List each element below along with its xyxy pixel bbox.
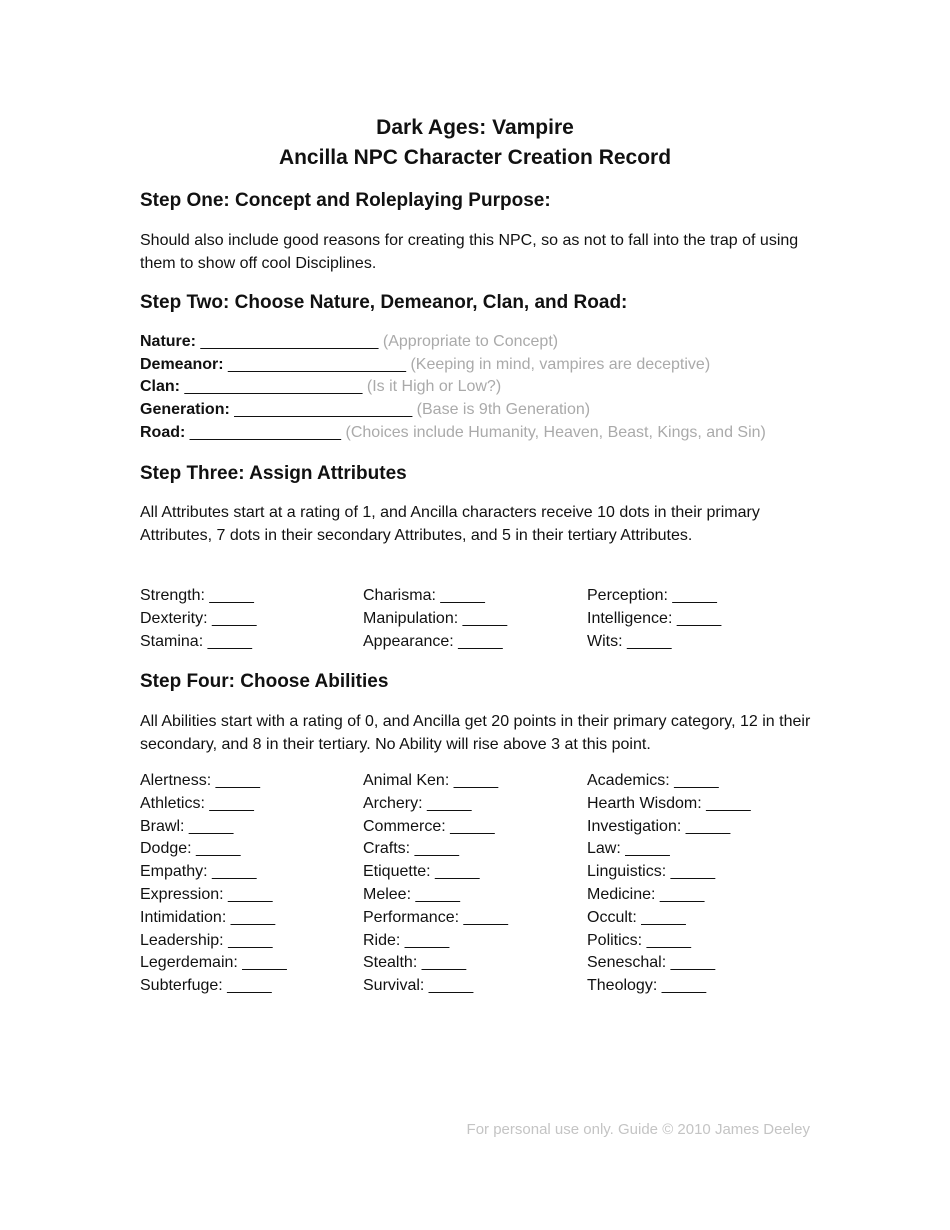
ability-item[interactable]: Subterfuge: _____	[140, 977, 272, 995]
demeanor-blank[interactable]: ____________________	[228, 355, 406, 373]
step-two-heading: Step Two: Choose Nature, Demeanor, Clan, and Road:	[140, 292, 628, 313]
step-one-heading: Step One: Concept and Roleplaying Purpose:	[140, 190, 551, 211]
ability-item[interactable]: Intimidation: _____	[140, 908, 276, 926]
ability-item[interactable]: Brawl: _____	[140, 817, 234, 835]
road-blank[interactable]: _________________	[189, 423, 342, 441]
nature-field	[140, 331, 766, 354]
nature-label: Nature:	[140, 333, 197, 350]
clan-field	[140, 376, 766, 399]
ability-item[interactable]: Empathy: _____	[140, 863, 257, 881]
title-line-1: Dark Ages: Vampire	[376, 116, 574, 139]
ability-item[interactable]: Hearth Wisdom: _____	[587, 794, 751, 812]
attribute-item[interactable]: Strength: _____	[140, 587, 254, 604]
generation-hint: (Base is 9th Generation)	[416, 401, 591, 419]
ability-item[interactable]: Athletics: _____	[140, 794, 254, 812]
ability-item[interactable]: Etiquette: _____	[363, 863, 480, 881]
ability-item[interactable]: Performance: _____	[363, 908, 508, 926]
step-one-text: Should also include good reasons for creating this NPC, so as not to fall into the trap of using them to show off cool Disciplines.	[140, 232, 799, 272]
nature-blank[interactable]: ____________________	[200, 333, 379, 350]
abilities-grid	[140, 770, 840, 998]
attribute-item[interactable]: Intelligence: _____	[587, 609, 722, 627]
ability-item[interactable]: Alertness: _____	[140, 772, 261, 789]
attribute-item[interactable]: Wits: _____	[587, 632, 672, 650]
ability-item[interactable]: Survival: _____	[363, 977, 474, 995]
ability-item[interactable]: Commerce: _____	[363, 817, 495, 835]
nature-hint: (Appropriate to Concept)	[382, 333, 559, 350]
attribute-item[interactable]: Appearance: _____	[363, 632, 503, 650]
ability-item[interactable]: Leadership: _____	[140, 931, 273, 949]
social-attributes-column	[363, 585, 587, 653]
copyright-footer: For personal use only. Guide © 2010 James Deeley	[466, 1121, 810, 1138]
attribute-item[interactable]: Charisma: _____	[363, 587, 485, 604]
demeanor-hint: (Keeping in mind, vampires are deceptive)	[410, 355, 711, 373]
ability-item[interactable]: Dodge: _____	[140, 840, 241, 858]
step-four-text: All Abilities start with a rating of 0, and Ancilla get 20 points in their primary category, 12 in their secondary, and 8 in their tertiary. No Ability will rise above 3 at this point.	[140, 713, 811, 753]
step-four-heading: Step Four: Choose Abilities	[140, 671, 389, 692]
skills-column	[363, 770, 587, 998]
road-field	[140, 422, 766, 445]
ability-item[interactable]: Occult: _____	[587, 908, 686, 926]
ability-item[interactable]: Seneschal: _____	[587, 954, 716, 972]
generation-label: Generation:	[140, 401, 230, 419]
clan-hint: (Is it High or Low?)	[366, 378, 502, 396]
ability-item[interactable]: Theology: _____	[587, 977, 707, 995]
ability-item[interactable]: Linguistics: _____	[587, 863, 716, 881]
ability-item[interactable]: Archery: _____	[363, 794, 472, 812]
generation-blank[interactable]: ____________________	[234, 401, 413, 419]
ability-item[interactable]: Ride: _____	[363, 931, 450, 949]
ability-item[interactable]: Animal Ken: _____	[363, 772, 499, 789]
step-three-heading: Step Three: Assign Attributes	[140, 463, 407, 484]
title-line-2: Ancilla NPC Character Creation Record	[278, 146, 672, 169]
demeanor-label: Demeanor:	[140, 355, 224, 373]
ability-item[interactable]: Melee: _____	[363, 885, 460, 903]
attribute-item[interactable]: Dexterity: _____	[140, 609, 257, 627]
ability-item[interactable]: Politics: _____	[587, 931, 692, 949]
road-label: Road:	[140, 423, 186, 441]
clan-label: Clan:	[140, 378, 180, 396]
step-three-text: All Attributes start at a rating of 1, and Ancilla characters receive 10 dots in their primary Attributes, 7 dots in their secondary Attributes, and 5 in their tertiary Attributes.	[140, 504, 760, 544]
attribute-item[interactable]: Stamina: _____	[140, 632, 253, 650]
mental-attributes-column	[587, 585, 840, 653]
ability-item[interactable]: Expression: _____	[140, 885, 273, 903]
physical-attributes-column	[140, 585, 363, 653]
generation-field	[140, 399, 766, 422]
step-two-fields	[140, 331, 766, 445]
ability-item[interactable]: Academics: _____	[587, 772, 719, 789]
attribute-item[interactable]: Manipulation: _____	[363, 609, 508, 627]
ability-item[interactable]: Crafts: _____	[363, 840, 460, 858]
ability-item[interactable]: Legerdemain: _____	[140, 954, 287, 972]
ability-item[interactable]: Law: _____	[587, 840, 670, 858]
attributes-grid	[140, 585, 840, 653]
road-hint: (Choices include Humanity, Heaven, Beast, Kings, and Sin)	[345, 423, 766, 441]
clan-blank[interactable]: ____________________	[184, 378, 363, 396]
demeanor-field	[140, 354, 766, 377]
talents-column	[140, 770, 363, 998]
knowledges-column	[587, 770, 840, 998]
ability-item[interactable]: Investigation: _____	[587, 817, 731, 835]
ability-item[interactable]: Stealth: _____	[363, 954, 467, 972]
document-title	[0, 113, 950, 173]
attribute-item[interactable]: Perception: _____	[587, 587, 717, 604]
ability-item[interactable]: Medicine: _____	[587, 885, 705, 903]
